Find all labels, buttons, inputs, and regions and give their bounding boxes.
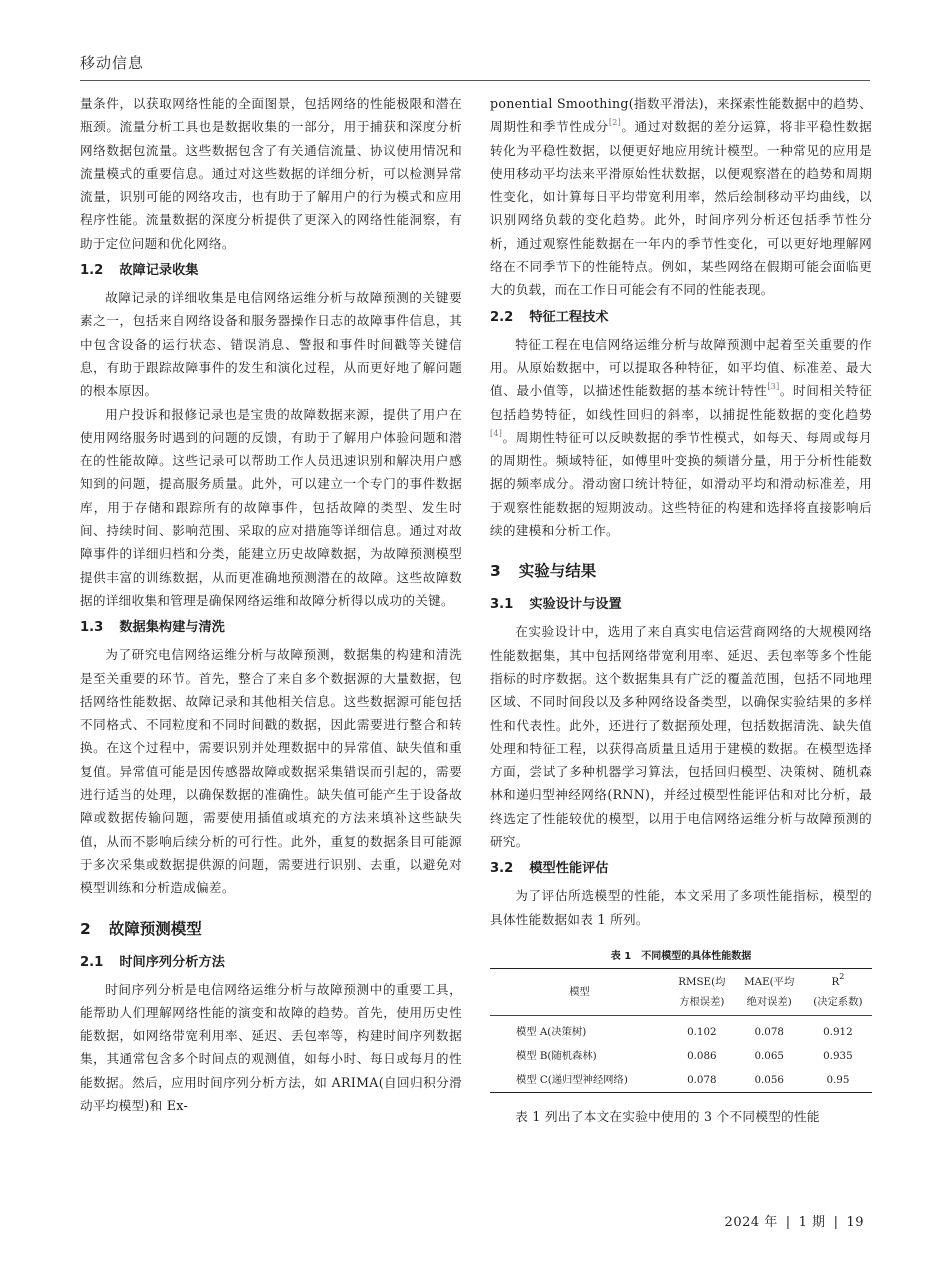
cell-mae: 0.078 — [754, 1025, 784, 1038]
cell-model: 模型 C(递归型神经网络) — [516, 1073, 628, 1086]
header-rmse: RMSE(均 方根误差) — [669, 968, 735, 1015]
paragraph-dataset-cleaning: 为了研究电信网络运维分析与故障预测，数据集的构建和清洗是至关重要的环节。首先，整合了来自多个数据源的大量数据，包括网络性能数据、故障记录和其他相关信息。这些数据源可能包括不同格式、不同粒度和不同时间戳的数据，因此需要进行整合和转换。在这个过程中，需要识别并处理数据中的异常值、缺失值和重复值。异常值可能是因传感器故障或数据采集错误而引起的，需要进行适当的处理，以确保数据的准确性。缺失值可能产生于设备故障或数据传输问题，需要使用插值或填充的方法来填补这些缺失值，从而不影响后续分析的可行性。此外，重复的数据条目可能源于多次采集或数据提供源的问题，需要进行识别、去重，以避免对模型训练和分析造成偏差。 — [80, 647, 462, 896]
section-heading-2: 2 故障预测模型 — [80, 919, 202, 938]
cell-mae: 0.065 — [754, 1049, 784, 1062]
paragraph-feature-engineering: 特征工程在电信网络运维分析与故障预测中起着至关重要的作用。从原始数据中，可以提取各种特征，如平均值、标准差、最大值、最小值等，以描述性能数据的基本统计特性[3]。时间相关特征包括趋势特征，如线性回归的斜率，以捕捉性能数据的变化趋势[4]。周期性特征可以反映数据的季节性模式，如每天、每周或每月的周期性。频域特征，如傅里叶变换的频谱分量，用于分析性能数据的频率成分。滑动窗口统计特征，如滑动平均和滑动标准差，用于观察性能数据的短期波动。这些特征的构建和选择将直接影响后续的建模和分析工作。 — [490, 336, 872, 539]
performance-table — [490, 968, 872, 1093]
cell-r2: 0.935 — [823, 1049, 853, 1062]
footer-separator: | — [833, 1215, 839, 1230]
cell-model: 模型 A(决策树) — [516, 1025, 587, 1038]
page-number: 19 — [846, 1215, 864, 1230]
header-rule — [80, 80, 870, 81]
table-row — [490, 1068, 872, 1093]
header-mae: MAE(平均 绝对误差) — [735, 968, 804, 1015]
paragraph-user-complaints: 用户投诉和报修记录也是宝贵的故障数据来源，提供了用户在使用网络服务时遇到的问题的反馈，有助于了解用户体验问题和潜在的性能故障。这些记录可以帮助工作人员迅速识别和解决用户感知到的问题，提高服务质量。此外，可以建立一个专门的事件数据库，用于存储和跟踪所有的故障事件，包括故障的类型、发生时间、持续时间、影响范围、采取的应对措施等详细信息。通过对故障事件的详细归档和分类，能建立历史故障数据，为故障预测模型提供丰富的训练数据，从而更准确地预测潜在的故障。这些故障数据的详细收集和管理是确保网络运维和故障分析得以成功的关键。 — [80, 406, 462, 608]
citation-4: [4] — [490, 428, 503, 438]
footer-year: 2024 年 — [724, 1215, 778, 1230]
paragraph-model-eval: 为了评估所选模型的性能，本文采用了多项性能指标，模型的具体性能数据如表 1 所列。 — [490, 888, 872, 927]
page-footer — [725, 1211, 864, 1230]
paragraph-table-discussion: 表 1 列出了本文在实验中使用的 3 个不同模型的性能 — [515, 1108, 820, 1124]
citation-2: [2] — [608, 118, 622, 128]
cell-rmse: 0.102 — [687, 1025, 717, 1038]
paragraph-fault-records: 故障记录的详细收集是电信网络运维分析与故障预测的关键要素之一，包括来自网络设备和服务器操作日志的故障事件信息，其中包含设备的运行状态、错误消息、警报和事件时间戳等关键信息，有助于跟踪故障事件的发生和演化过程，从而更好地了解问题的根本原因。 — [80, 290, 462, 399]
table-row — [490, 1015, 872, 1044]
section-heading-1-2: 1.2 故障记录收集 — [80, 263, 199, 279]
paragraph-traffic: 量条件，以获取网络性能的全面图景，包括网络的性能极限和潜在瓶颈。流量分析工具也是数据收集的一部分，用于捕获和深度分析网络数据包流量。这些数据包含了有关通信流量、协议使用情况和流量模式的重要信息。通过对这些数据的详细分析，可以检测异常流量，识别可能的网络攻击，也有助于了解用户的行为模式和应用程序性能。流量数据的深度分析提供了更深入的网络性能洞察，有助于定位问题和优化网络。 — [80, 96, 462, 251]
section-heading-2-1: 2.1 时间序列分析方法 — [80, 954, 225, 970]
citation-3: [3] — [767, 382, 780, 392]
section-heading-3: 3 实验与结果 — [490, 562, 597, 581]
header-r2: $R^2$ (决定系数) — [804, 968, 872, 1015]
cell-mae: 0.056 — [754, 1073, 784, 1086]
cell-r2: 0.95 — [826, 1073, 850, 1086]
right-column — [490, 92, 872, 1128]
footer-issue: 1 期 — [798, 1215, 826, 1230]
table-caption: 表 1 不同模型的具体性能数据 — [610, 950, 752, 962]
header-model: 模型 — [490, 968, 669, 1015]
left-column — [80, 92, 462, 1117]
cell-rmse: 0.086 — [687, 1049, 717, 1062]
cell-r2: 0.912 — [823, 1025, 853, 1038]
section-heading-3-1: 3.1 实验设计与设置 — [490, 597, 622, 613]
section-heading-3-2: 3.2 模型性能评估 — [490, 861, 609, 877]
cell-model: 模型 B(随机森林) — [516, 1049, 597, 1062]
paragraph-time-series: 时间序列分析是电信网络运维分析与故障预测中的重要工具，能帮助人们理解网络性能的演变和故障的趋势。首先，使用历史性能数据，如网络带宽利用率、延迟、丢包率等，构建时间序列数据集，其通常包含多个时间点的观测值，如每小时、每日或每月的性能数据。然后，应用时间序列分析方法，如 ARIMA(自回归积分滑动平均模型)和 Ex- — [80, 981, 462, 1113]
paragraph-time-series-cont: ponential Smoothing(指数平滑法)，来探索性能数据中的趋势、周期性和季节性成分[2]。通过对数据的差分运算，将非平稳性数据转化为平稳性数据，以便更好地应用统计模型。一种常见的应用是使用移动平均法来平滑原始性状数据，以便观察潜在的趋势和周期性变化，如计算每日平均带宽利用率，然后绘制移动平均曲线，以识别网络负载的变化趋势。此外，时间序列分析还包括季节性分析，通过观察性能数据在一年内的季节性变化，可以更好地理解网络在不同季节下的性能特点。例如，某些网络在假期可能会面临更大的负载，而在工作日可能会有不同的性能表现。 — [490, 96, 873, 298]
paragraph-experiment-design: 在实验设计中，选用了来自真实电信运营商网络的大规模网络性能数据集，其中包括网络带宽利用率、延迟、丢包率等多个性能指标的时序数据。这个数据集具有广泛的覆盖范围，包括不同地理区域、不同时间段以及多种网络设备类型，以确保实验结果的多样性和代表性。此外，还进行了数据预处理，包括数据清洗、缺失值处理和特征工程，以获得高质量且适用于建模的数据。在模型选择方面，尝试了多种机器学习算法，包括回归模型、决策树、随机森林和递归型神经网络(RNN)，并经过模型性能评估和对比分析，最终选定了性能较优的模型，以用于电信网络运维分析与故障预测的研究。 — [490, 624, 872, 850]
section-heading-2-2: 2.2 特征工程技术 — [490, 309, 609, 325]
cell-rmse: 0.078 — [687, 1073, 717, 1086]
journal-name: 移动信息 — [80, 54, 145, 72]
table-row — [490, 1044, 872, 1068]
footer-separator: | — [785, 1215, 791, 1230]
section-heading-1-3: 1.3 数据集构建与清洗 — [80, 620, 225, 636]
